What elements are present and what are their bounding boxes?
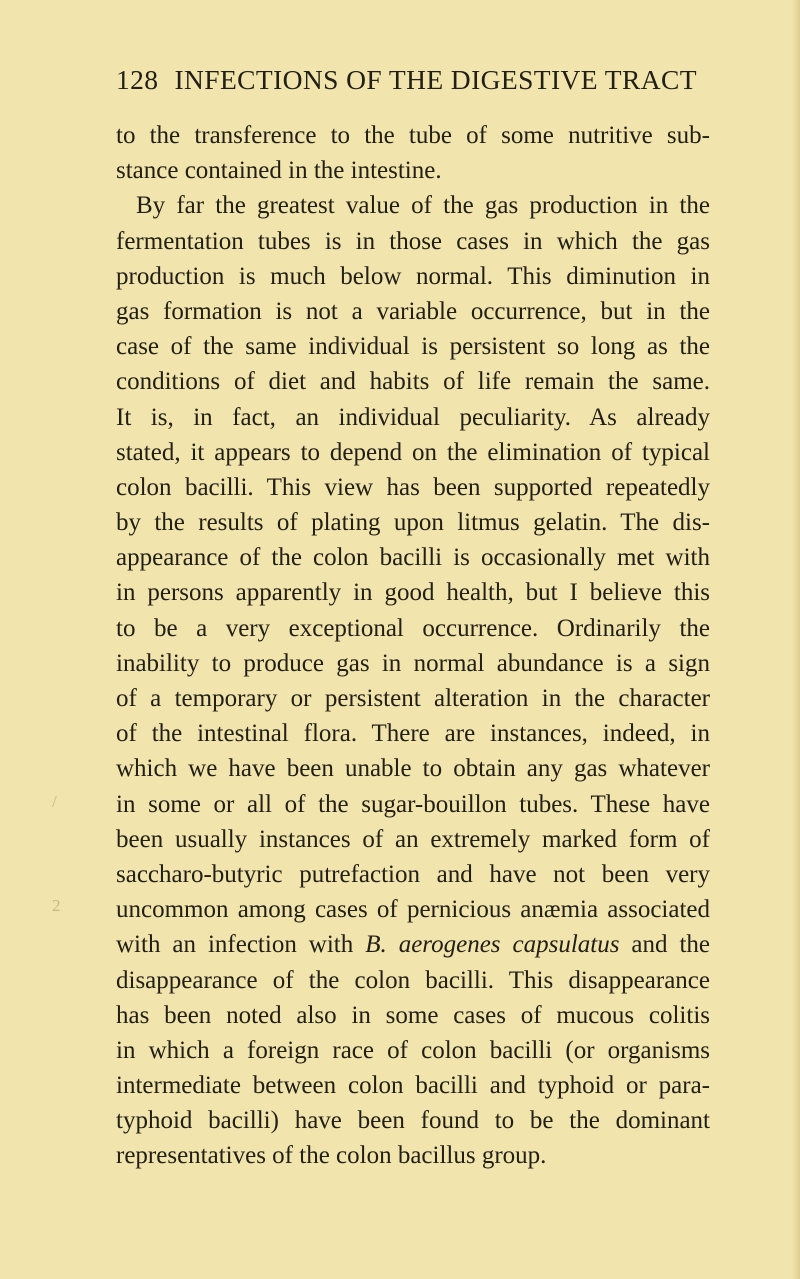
text-line-mixed [116,927,710,962]
text-segment: with an infection with [116,931,354,959]
text-line: in which a foreign race of colon bacilli (or organisms [116,1036,710,1064]
text-line: conditions of diet and habits of life remain the same. [116,368,710,396]
text-line: by the results of plating upon litmus gelatin. The dis- [116,509,710,537]
text-line: been usually instances of an extremely marked form of [116,825,710,853]
text-line: stance contained in the intestine. [116,157,442,185]
text-line: of a temporary or persistent alteration in the character [116,685,710,712]
text-line: in some or all of the sugar-bouillon tubes. These have [116,790,710,818]
species-name: B. aerogenes capsulatus [365,931,620,959]
margin-pencil-mark: 2 [52,896,61,915]
page-edge-shadow [792,0,800,1279]
text-line: in persons apparently in good health, but I believe this [116,579,710,607]
text-line: to be a very exceptional occurrence. Ordinarily the [116,614,710,642]
text-line: intermediate between colon bacilli and typhoid or para- [116,1072,710,1100]
text-line: colon bacilli. This view has been supported repeatedly [116,473,710,501]
text-segment: and the [631,931,711,959]
text-line: which we have been unable to obtain any gas whatever [116,755,710,783]
text-line: inability to produce gas in normal abundance is a sign [116,649,710,677]
text-line: uncommon among cases of pernicious anæmia associated [116,896,710,924]
text-line: typhoid bacilli) have been found to be the dominant [116,1107,710,1135]
text-line: representatives of the colon bacillus group. [116,1142,547,1170]
text-line: case of the same individual is persistent so long as the [116,333,710,361]
text-line: fermentation tubes is in those cases in which the gas [116,227,710,255]
text-line: appearance of the colon bacilli is occasionally met with [116,544,710,572]
body-text [116,118,710,1174]
text-line: of the intestinal flora. There are instances, indeed, in [116,720,710,748]
text-line: production is much below normal. This diminution in [116,262,710,290]
margin-pencil-mark: / [52,792,57,811]
running-header [116,64,697,96]
running-title: INFECTIONS OF THE DIGESTIVE TRACT [174,64,697,95]
text-line: disappearance of the colon bacilli. This disappearance [116,966,710,994]
text-line: saccharo-butyric putrefaction and have not been very [116,860,710,888]
text-line: It is, in fact, an individual peculiarity. As already [116,403,710,431]
text-line: gas formation is not a variable occurrence, but in the [116,297,710,325]
text-line: to the transference to the tube of some nutritive sub- [116,122,710,149]
paragraph-start-line: By far the greatest value of the gas production in the [136,192,710,220]
text-line: stated, it appears to depend on the elimination of typical [116,438,710,466]
page-number: 128 [116,64,159,95]
text-line: has been noted also in some cases of mucous colitis [116,1001,710,1029]
